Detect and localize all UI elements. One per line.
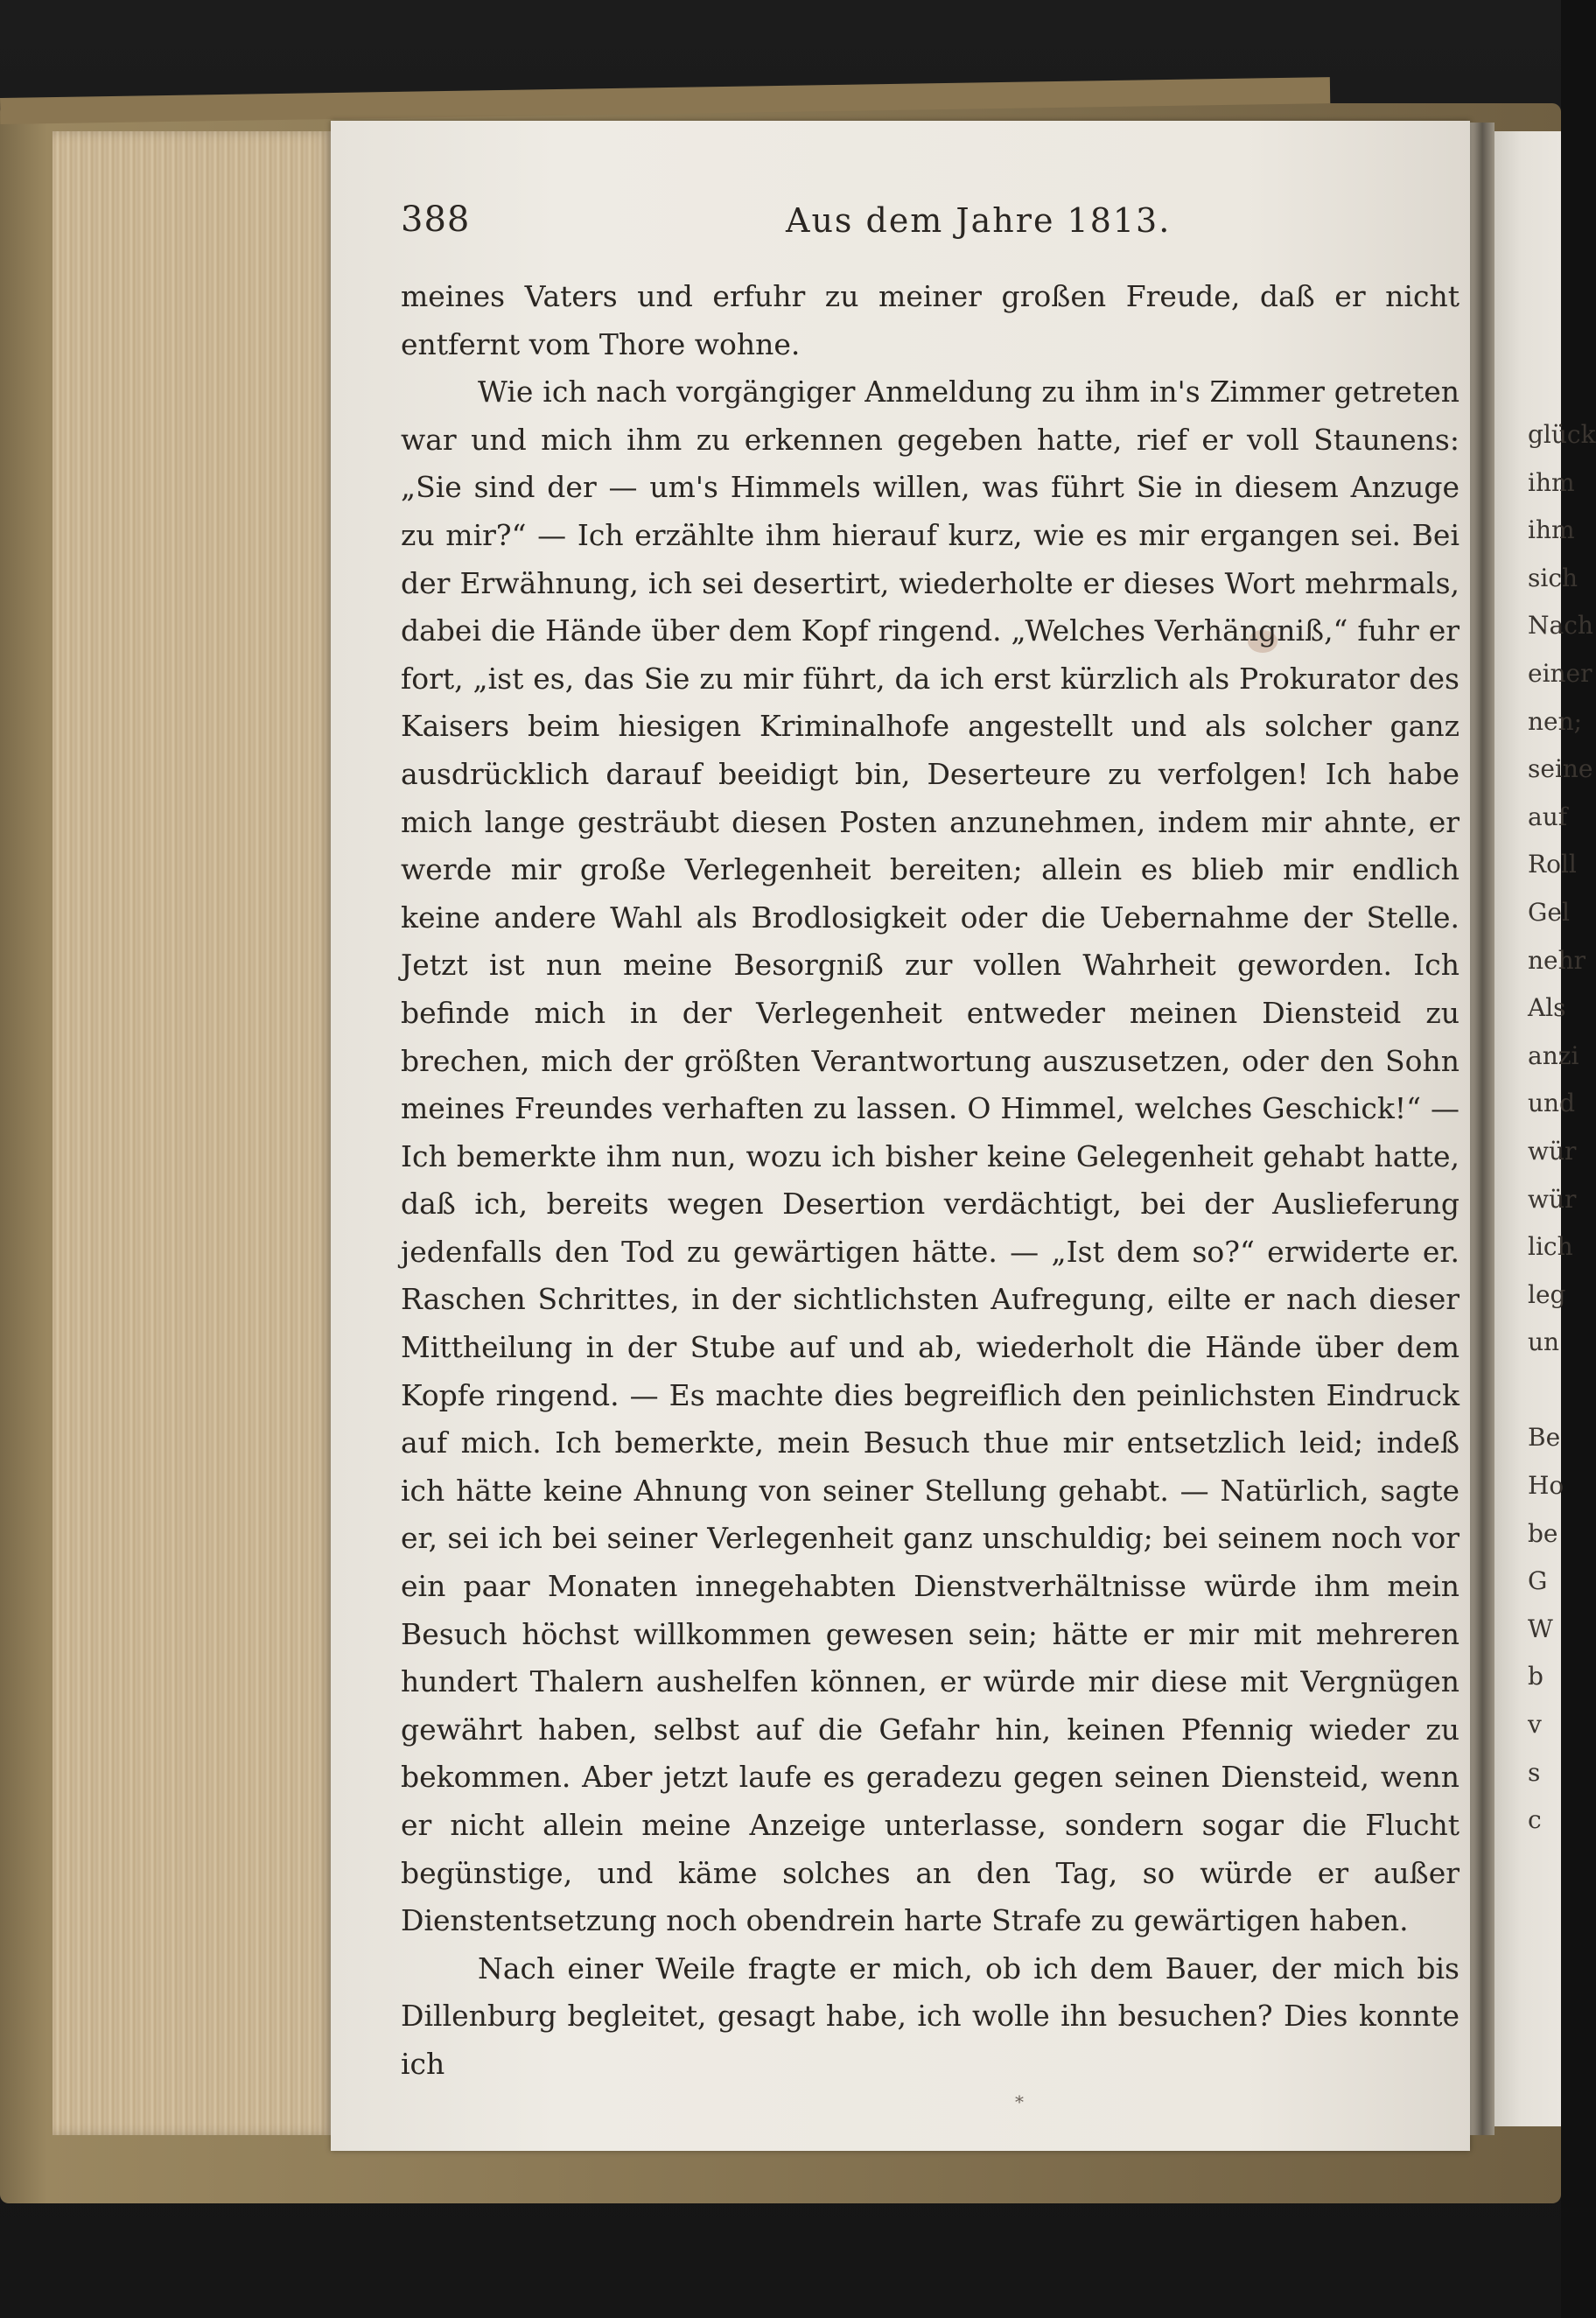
- facing-page-edge: [1494, 131, 1596, 2126]
- facing-page-fragment: G: [1528, 1566, 1548, 1596]
- facing-page-fragment: Gel: [1528, 897, 1570, 927]
- body-text: [401, 273, 1460, 2089]
- facing-page-fragment: ihm: [1528, 467, 1575, 497]
- facing-page-fragment: Als: [1528, 993, 1566, 1023]
- facing-page-text: [1528, 411, 1596, 1845]
- page-number: 388: [401, 200, 471, 240]
- running-head: Aus dem Jahre 1813.: [786, 201, 1172, 240]
- facing-page-fragment: lich: [1528, 1232, 1573, 1262]
- facing-page-fragment: v: [1528, 1710, 1542, 1740]
- facing-page-fragment: W: [1528, 1614, 1553, 1643]
- facing-page-fragment: b: [1528, 1662, 1544, 1691]
- page-block-edge: [52, 131, 332, 2135]
- facing-page-fragment: Nach: [1528, 611, 1593, 641]
- facing-page-fragment: und: [1528, 1089, 1575, 1118]
- facing-page-fragment: leg: [1528, 1279, 1566, 1309]
- facing-page-fragment: sich: [1528, 563, 1578, 592]
- signature-mark: *: [1015, 2091, 1024, 2112]
- facing-page-fragment: [1528, 1367, 1563, 1415]
- facing-page-fragment: ihm: [1528, 515, 1575, 545]
- book-gutter: [1470, 123, 1494, 2135]
- facing-page-fragment: wür: [1528, 1136, 1577, 1166]
- facing-page-fragment: c: [1528, 1805, 1542, 1835]
- facing-page-fragment: be: [1528, 1518, 1558, 1548]
- facing-page-fragment: nen;: [1528, 706, 1583, 736]
- page-header: [401, 200, 1460, 252]
- paragraph: meines Vaters und erfuhr zu meiner großen Freude, daß er nicht entfernt vom Thore wohne.: [401, 279, 1460, 361]
- facing-page-fragment: un: [1528, 1327, 1560, 1357]
- facing-page-fragment: nehr: [1528, 945, 1586, 975]
- facing-page-fragment: auf: [1528, 802, 1568, 831]
- facing-page-fragment: Be: [1528, 1423, 1561, 1453]
- facing-page-fragment: anzi: [1528, 1040, 1579, 1070]
- facing-page-fragment: Roll: [1528, 850, 1577, 879]
- facing-page-fragment: s: [1528, 1757, 1541, 1787]
- paragraph: Nach einer Weile fragte er mich, ob ich dem Bauer, der mich bis Dillenburg begleitet, gesagt habe, ich wolle ihn besuchen? Dies konnte ich: [401, 1950, 1460, 2081]
- facing-page-fragment: Ho: [1528, 1471, 1564, 1501]
- paragraph: Wie ich nach vorgängiger Anmeldung zu ihm in's Zimmer getreten war und mich ihm zu erkennen gegeben hatte, rief er voll Staunens: „Sie sind der — um's Himmels willen, was führt Sie in diesem Anzuge zu mir?“ — Ich erzählte ihm hierauf kurz, wie es mir ergangen sei. Bei der Erwähnung, ich sei desertirt, wiederholte er dieses Wort mehrmals, dabei die Hände über dem Kopf ringend. „Welches Verhängniß,“ fuhr er fort, „ist es, das Sie zu mir führt, da ich erst kürzlich als Prokurator des Kaisers beim hiesigen Kriminalhofe angestellt und als solcher ganz ausdrücklich darauf beeidigt bin, Deserteure zu verfolgen! Ich habe mich lange gesträubt diesen Posten anzunehmen, indem mir ahnte, er werde mir große Verlegenheit bereiten; allein es blieb mir endlich keine andere Wahl als Brodlosigkeit oder die Uebernahme der Stelle. Jetzt ist nun meine Besorgniß zur vollen Wahrheit geworden. Ich befinde mich in der Verlegenheit entweder meinen Diensteid zu brechen, mich der größten Verantwortung auszusetzen, oder den Sohn meines Freundes verhaften zu lassen. O Himmel, welches Geschick!“ — Ich bemerkte ihm nun, wozu ich bisher keine Gelegenheit gehabt hatte, daß ich, bereits wegen Desertion verdächtigt, bei der Auslieferung jedenfalls den Tod zu gewärtigen hätte. — „Ist dem so?“ erwiderte er. Raschen Schrittes, in der sichtlichsten Aufregung, eilte er nach dieser Mittheilung in der Stube auf und ab, wiederholt die Hände über dem Kopfe ringend. — Es machte dies begreiflich den peinlichsten Eindruck auf mich. Ich bemerkte, mein Besuch thue mir entsetzlich leid; indeß ich hätte keine Ahnung von seiner Stellung gehabt. — Natürlich, sagte er, sei ich bei seiner Verlegenheit ganz unschuldig; bei seinem noch vor ein paar Monaten innegehabten Dienstverhältnisse würde ihm mein Besuch höchst willkommen gewesen sein; hätte er mir mit mehreren hundert Thalern aushelfen können, er würde mir diese mit Vergnügen gewährt haben, selbst auf die Gefahr hin, keinen Pfennig wieder zu bekommen. Aber jetzt laufe es geradezu gegen seinen Diensteid, wenn er nicht allein meine Anzeige unterlasse, sondern sogar die Flucht begünstige, und käme solches an den Tag, so würde er außer Dienstentsetzung noch obendrein harte Strafe zu gewärtigen haben.: [401, 375, 1460, 1938]
- facing-page-fragment: glück: [1528, 420, 1596, 449]
- facing-page-fragment: einer: [1528, 658, 1592, 688]
- facing-page-fragment: wür: [1528, 1184, 1577, 1214]
- facing-page-fragment: seine: [1528, 754, 1593, 784]
